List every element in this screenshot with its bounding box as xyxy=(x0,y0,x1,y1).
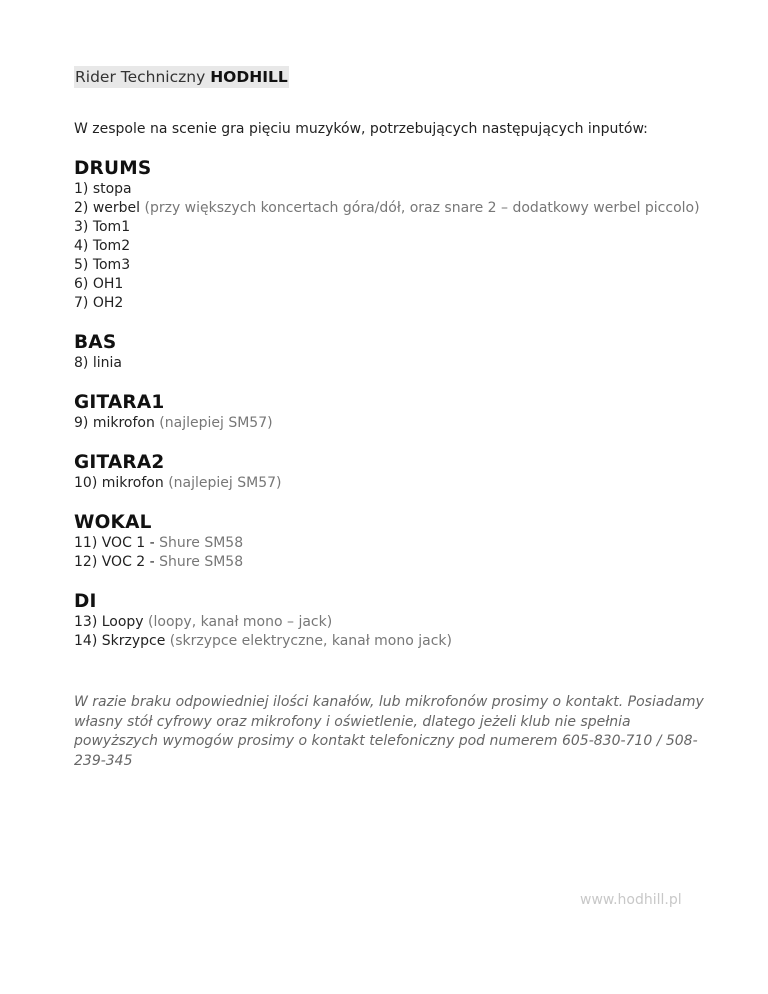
input-label: 12) VOC 2 - xyxy=(74,554,155,570)
input-list xyxy=(74,613,704,651)
input-item xyxy=(74,256,704,275)
input-item xyxy=(74,474,704,493)
input-item xyxy=(74,180,704,199)
input-label: 5) Tom3 xyxy=(74,257,131,273)
section-heading: GITARA2 xyxy=(74,452,165,473)
input-label: 4) Tom2 xyxy=(74,238,131,254)
section-di xyxy=(74,591,704,651)
section-heading: GITARA1 xyxy=(74,392,165,413)
input-item xyxy=(74,237,704,256)
page-title xyxy=(74,66,289,88)
input-note: Shure SM58 xyxy=(159,554,244,570)
input-label: 9) mikrofon xyxy=(74,415,155,431)
input-item xyxy=(74,354,704,373)
input-note: (skrzypce elektryczne, kanał mono jack) xyxy=(169,633,453,649)
input-item xyxy=(74,275,704,294)
input-list xyxy=(74,180,704,313)
input-note: (najlepiej SM57) xyxy=(159,415,273,431)
input-label: 7) OH2 xyxy=(74,295,124,311)
section-gitara1 xyxy=(74,392,704,433)
input-item xyxy=(74,613,704,632)
section-heading: DRUMS xyxy=(74,158,152,179)
input-list xyxy=(74,534,704,572)
input-item xyxy=(74,414,704,433)
input-list xyxy=(74,354,704,373)
contact-note: W razie braku odpowiedniej ilości kanałów, lub mikrofonów prosimy o kontakt. Posiadamy własny stół cyfrowy oraz mikrofony i oświetlenie, dlatego jeżeli klub nie spełnia powyższych wymogów prosimy o kontakt telefoniczny pod numerem 605-830-710 / 508-239-345 xyxy=(74,694,704,769)
input-label: 1) stopa xyxy=(74,181,132,197)
input-item xyxy=(74,218,704,237)
section-heading: DI xyxy=(74,591,97,612)
input-note: Shure SM58 xyxy=(159,535,244,551)
input-item xyxy=(74,294,704,313)
section-heading: BAS xyxy=(74,332,117,353)
intro-text: W zespole na scenie gra pięciu muzyków, potrzebujących następujących inputów: xyxy=(74,121,648,137)
input-note: (loopy, kanał mono – jack) xyxy=(148,614,333,630)
input-note: (przy większych koncertach góra/dół, oraz snare 2 – dodatkowy werbel piccolo) xyxy=(144,200,700,216)
website-url: www.hodhill.pl xyxy=(580,892,682,908)
input-label: 13) Loopy xyxy=(74,614,144,630)
input-label: 3) Tom1 xyxy=(74,219,131,235)
title-prefix: Rider Techniczny xyxy=(75,68,206,86)
input-label: 14) Skrzypce xyxy=(74,633,166,649)
input-list xyxy=(74,414,704,433)
input-label: 8) linia xyxy=(74,355,122,371)
section-wokal xyxy=(74,512,704,572)
input-item xyxy=(74,553,704,572)
input-list xyxy=(74,474,704,493)
document-page xyxy=(74,66,704,771)
input-item xyxy=(74,534,704,553)
section-bas xyxy=(74,332,704,373)
input-label: 6) OH1 xyxy=(74,276,124,292)
input-sections xyxy=(74,158,704,651)
input-item xyxy=(74,632,704,651)
band-name: HODHILL xyxy=(210,68,288,86)
section-drums xyxy=(74,158,704,313)
input-item xyxy=(74,199,704,218)
section-heading: WOKAL xyxy=(74,512,152,533)
section-gitara2 xyxy=(74,452,704,493)
input-label: 10) mikrofon xyxy=(74,475,164,491)
input-note: (najlepiej SM57) xyxy=(168,475,282,491)
input-label: 2) werbel xyxy=(74,200,141,216)
input-label: 11) VOC 1 - xyxy=(74,535,155,551)
